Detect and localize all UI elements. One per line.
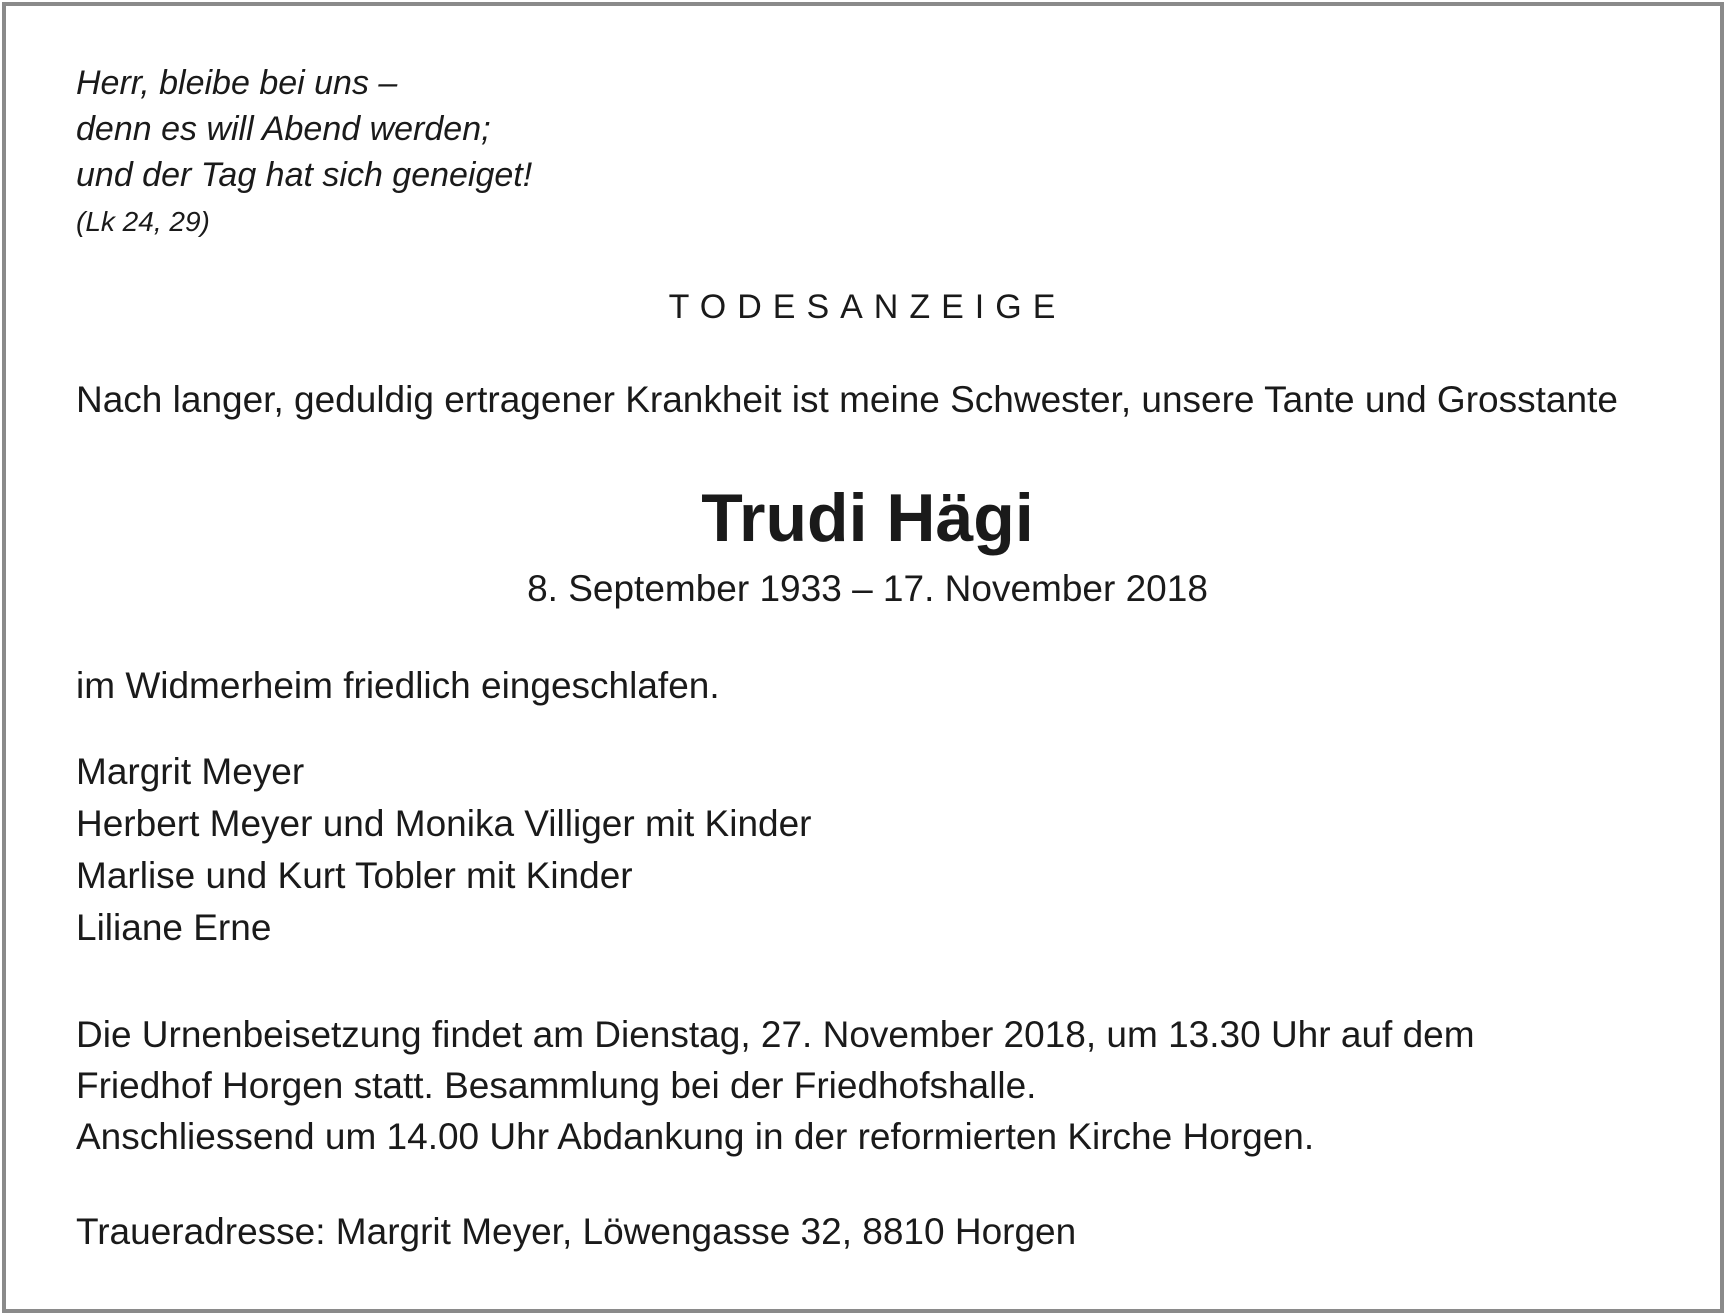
notice-heading: TODESANZEIGE [668,288,1067,326]
bible-verse [76,60,532,242]
verse-line: denn es will Abend werden; [76,110,491,148]
service-details [76,1009,1676,1162]
passing-text: im Widmerheim friedlich eingeschlafen. [76,665,720,706]
life-dates: 8. September 1933 – 17. November 2018 [527,568,1208,609]
service-line: Friedhof Horgen statt. Besammlung bei der Friedhofshalle. [76,1065,1037,1106]
verse-reference: (Lk 24, 29) [76,206,210,237]
mourner-item: Liliane Erne [76,907,272,948]
mourning-address: Traueradresse: Margrit Meyer, Löwengasse 32, 8810 Horgen [76,1211,1077,1252]
verse-line: und der Tag hat sich geneiget! [76,156,533,194]
service-line: Anschliessend um 14.00 Uhr Abdankung in der reformierten Kirche Horgen. [76,1116,1315,1157]
mourner-item: Herbert Meyer und Monika Villiger mit Kinder [76,803,812,844]
death-notice-frame [2,2,1724,1313]
mourners-list [76,746,812,954]
mourner-item: Marlise und Kurt Tobler mit Kinder [76,855,633,896]
intro-text: Nach langer, geduldig ertragener Krankheit ist meine Schwester, unsere Tante und Grosstante [76,379,1618,420]
verse-line: Herr, bleibe bei uns – [76,64,398,102]
deceased-name: Trudi Hägi [701,480,1034,556]
service-line: Die Urnenbeisetzung findet am Dienstag, 27. November 2018, um 13.30 Uhr auf dem [76,1014,1475,1055]
mourner-item: Margrit Meyer [76,751,305,792]
